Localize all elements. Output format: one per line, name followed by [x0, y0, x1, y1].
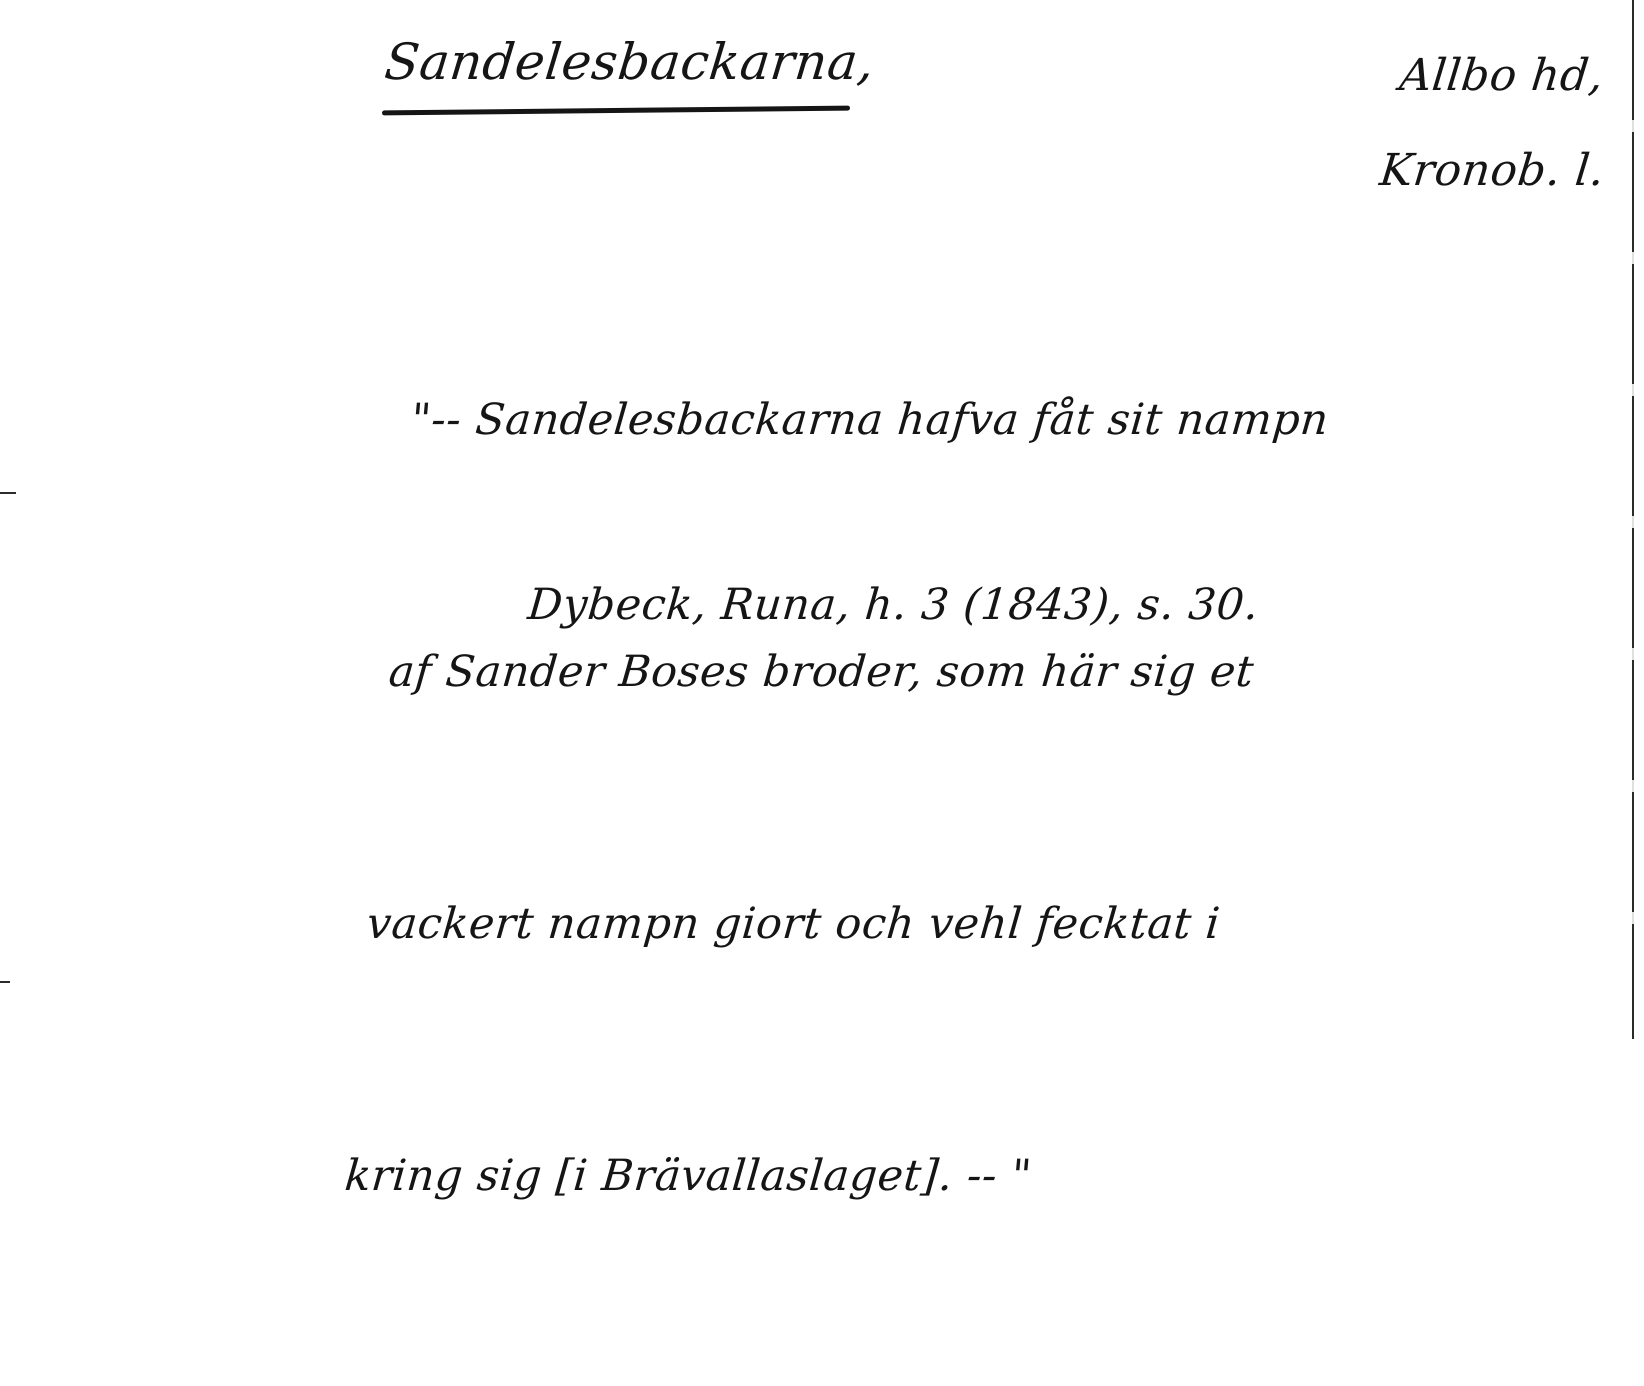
card-bottom-edge-tick — [0, 981, 10, 983]
quotation-body — [327, 210, 1620, 1386]
quotation-line: vackert nampn giort och vehl fecktat i — [364, 899, 1223, 949]
source-citation: Dybeck, Runa, h. 3 (1843), s. 30. — [525, 580, 1261, 630]
card-left-edge-tick — [0, 492, 16, 494]
headword-place-name: Sandelesbackarna, — [381, 33, 878, 91]
headword-underline — [382, 106, 850, 116]
card-right-edge-line — [1632, 0, 1634, 1039]
quotation-line: "-- Sandelesbackarna hafva fåt sit nampn — [408, 395, 1331, 445]
quotation-line: af Sander Boses broder, som här sig et — [386, 647, 1256, 697]
county-label: Kronob. l. — [1376, 145, 1607, 196]
district-label: Allbo hd, — [1397, 50, 1607, 101]
quotation-line: kring sig [i Brävallaslaget]. -- " — [342, 1151, 1034, 1201]
